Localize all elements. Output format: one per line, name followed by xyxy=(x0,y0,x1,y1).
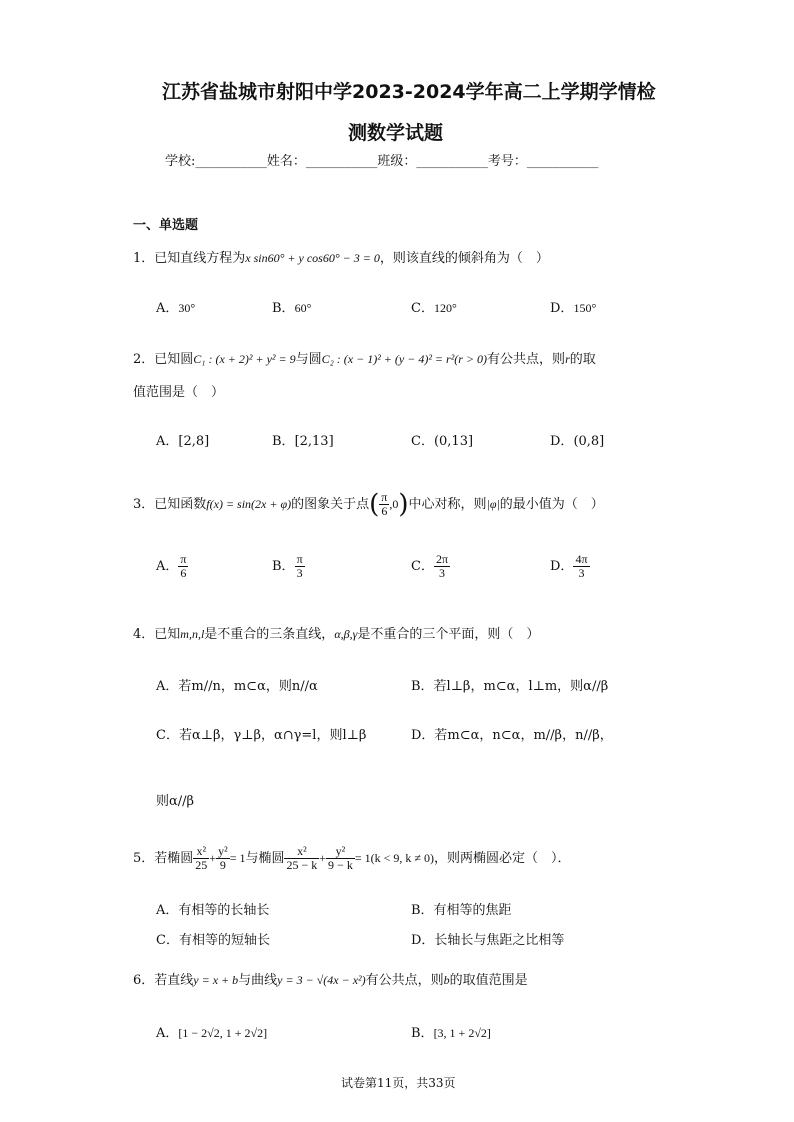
q4-text-post: 是不重合的三个平面，则（ ） xyxy=(357,627,540,642)
q2-option-c xyxy=(411,430,473,449)
q3-option-b-den: 3 xyxy=(296,566,303,581)
q4-option-d-continued: 则α//β xyxy=(156,794,195,809)
q3-option-a-den: 6 xyxy=(180,566,187,581)
q2-equation-1: C₁ : (x + 2)² + y² = 9 xyxy=(193,352,296,366)
q4-option-d: D．若m⊂α，n⊂α，m//β，n//β， xyxy=(411,728,613,743)
q3-text-mid2: 中心对称，则 xyxy=(408,497,487,512)
q6-text-mid: 与曲线 xyxy=(238,973,278,988)
page-title-line2: 测数学试题 xyxy=(348,122,444,144)
q2-option-a-label: A． xyxy=(156,434,179,449)
q5-e1-den2: 9 xyxy=(219,858,226,872)
q6-option-b xyxy=(411,1022,491,1041)
q4-vars-lines: m,n,l xyxy=(180,627,205,641)
q1-option-c-value: 120° xyxy=(433,301,457,315)
q3-text-pre: 已知函数 xyxy=(154,497,207,512)
q5-e1-rest: = 1 xyxy=(229,851,246,865)
q6-text-post1: 有公共点，则 xyxy=(365,973,444,988)
q3-equation: f(x) = sin(2x + φ) xyxy=(206,497,292,511)
q2-var-r: r xyxy=(565,352,570,366)
question-2 xyxy=(133,348,596,367)
q6-option-a xyxy=(156,1022,267,1041)
q2-option-b-label: B． xyxy=(272,434,295,449)
q3-option-d-den: 3 xyxy=(578,566,585,581)
q3-point-rest: ,0 xyxy=(389,497,399,511)
q3-paren-close: ) xyxy=(398,489,409,520)
q6-option-b-label: B． xyxy=(411,1026,434,1041)
q5-ellipse1-term2 xyxy=(216,845,230,872)
q2-text-pre: 已知圆 xyxy=(154,352,194,367)
q5-option-b: B．有相等的焦距 xyxy=(411,903,512,918)
q1-option-b-value: 60° xyxy=(294,301,312,315)
q3-option-d-label: D． xyxy=(550,559,574,575)
q1-option-d-label: D． xyxy=(550,301,574,316)
q3-number: 3． xyxy=(133,497,155,512)
q1-option-d-value: 150° xyxy=(573,301,597,315)
q2-option-d-value: (0,8] xyxy=(573,434,605,449)
q1-option-a xyxy=(156,297,195,316)
q2-line2: 值范围是（ ） xyxy=(133,385,225,400)
q2-option-d xyxy=(550,430,604,449)
q5-e2-den2: 9 − k xyxy=(328,858,353,872)
q6-equation-curve: y = 3 − √(4x − x²) xyxy=(277,973,366,987)
q2-option-c-label: C． xyxy=(411,434,434,449)
student-info-line: 学校:___________姓名：___________班级：___________考号：___________ xyxy=(165,154,599,169)
question-4 xyxy=(133,623,539,642)
section-title: 一、单选题 xyxy=(133,218,199,233)
q4-text-mid: 是不重合的三条直线， xyxy=(204,627,335,642)
q6-var-b: b xyxy=(443,973,450,987)
q2-text-post1: 有公共点，则 xyxy=(487,352,566,367)
q6-equation-line: y = x + b xyxy=(193,973,239,987)
q1-option-a-label: A． xyxy=(156,301,179,316)
q1-option-b xyxy=(272,297,311,316)
q5-e1-den1: 25 xyxy=(195,858,208,872)
q2-equation-2: C₂ : (x − 1)² + (y − 4)² = r²(r > 0) xyxy=(321,352,488,366)
question-1 xyxy=(133,247,549,266)
q2-text-mid: 与圆 xyxy=(295,352,322,367)
q5-e2-den1: 25 − k xyxy=(286,858,318,872)
q6-text-post2: 的取值范围是 xyxy=(449,973,528,988)
q4-option-a: A．若m//n，m⊂α，则n//α xyxy=(156,679,318,694)
q5-option-d: D．长轴长与焦距之比相等 xyxy=(411,933,565,948)
q3-option-d xyxy=(550,553,590,580)
q1-option-a-value: 30° xyxy=(178,301,196,315)
q5-ellipse2-term1 xyxy=(284,845,319,872)
q6-option-a-value: [1 − 2√2, 1 + 2√2] xyxy=(178,1026,268,1040)
q2-option-b xyxy=(272,430,334,449)
q3-option-c-den: 3 xyxy=(438,566,445,581)
q1-text-post: ，则该直线的倾斜角为（ ） xyxy=(379,251,549,266)
q3-option-c-label: C． xyxy=(411,559,434,575)
q2-number: 2． xyxy=(133,352,155,367)
q3-point-den: 6 xyxy=(381,504,388,518)
question-3 xyxy=(133,484,604,525)
q3-option-c-num: 2π xyxy=(435,552,449,566)
q5-text-post: ，则两椭圆必定（ ）． xyxy=(433,851,571,866)
q4-option-c: C．若α⊥β，γ⊥β，α∩γ=l，则l⊥β xyxy=(156,728,367,743)
q5-e1-num2: y² xyxy=(218,843,228,858)
q3-option-c xyxy=(411,553,450,580)
q1-number: 1． xyxy=(133,251,155,266)
question-6 xyxy=(133,969,528,988)
q1-equation: x sin60° + y cos60° − 3 = 0 xyxy=(245,251,380,265)
q3-point-fraction xyxy=(379,491,389,518)
q4-text-pre: 已知 xyxy=(154,627,181,642)
q3-option-a-label: A． xyxy=(156,559,179,575)
q2-option-d-label: D． xyxy=(550,434,574,449)
q5-text-pre: 若椭圆 xyxy=(154,851,194,866)
q3-text-post: 的最小值为（ ） xyxy=(499,497,604,512)
q1-text-pre: 已知直线方程为 xyxy=(154,251,246,266)
q1-option-b-label: B． xyxy=(272,301,295,316)
q6-option-a-label: A． xyxy=(156,1026,179,1041)
q4-number: 4． xyxy=(133,627,155,642)
q3-text-mid: 的图象关于点 xyxy=(291,497,370,512)
q5-option-c: C．有相等的短轴长 xyxy=(156,933,270,948)
q3-option-a-num: π xyxy=(180,552,187,566)
q6-option-b-value: [3, 1 + 2√2] xyxy=(433,1026,491,1040)
q3-option-b xyxy=(272,553,305,580)
q1-option-c xyxy=(411,297,457,316)
q1-option-c-label: C． xyxy=(411,301,434,316)
q5-e1-num1: x² xyxy=(193,845,209,859)
q3-option-c-fraction xyxy=(434,553,450,580)
page-footer: 试卷第11页，共33页 xyxy=(341,1076,456,1090)
q5-ellipse1-term1 xyxy=(193,845,209,872)
q3-paren-open: ( xyxy=(369,489,380,520)
q4-vars-planes: α,β,γ xyxy=(334,627,358,641)
q3-abs-phi: |φ| xyxy=(486,497,500,511)
q5-e2-num2: y² xyxy=(326,845,355,859)
q4-option-b: B．若l⊥β，m⊂α，l⊥m，则α//β xyxy=(411,679,609,694)
q1-option-d xyxy=(550,297,596,316)
q2-option-c-value: (0,13] xyxy=(433,434,474,449)
q5-e2-rest: = 1(k < 9, k ≠ 0) xyxy=(354,851,434,865)
q3-option-d-fraction xyxy=(573,553,589,580)
q5-e2-num1: x² xyxy=(284,845,319,859)
q5-number: 5． xyxy=(133,851,155,866)
q3-option-b-num: π xyxy=(296,552,303,566)
q2-option-b-value: [2,13] xyxy=(294,434,334,449)
q5-ellipse2-term2 xyxy=(326,845,355,872)
q3-option-b-label: B． xyxy=(272,559,295,575)
question-5: 5．若椭圆 $\frac{\text{x²}}{25}$ + $\frac{\text{y²}}{9}$ = 1与椭圆 $\frac{\text{x²}}{25 - k}$ + $\frac{\text{y²}}{9 - k}$ = 1(k < 9, k ≠ 0)，则两椭圆必定（ ）． xyxy=(133,843,571,872)
q3-option-a-fraction xyxy=(178,553,188,580)
q2-option-a xyxy=(156,430,209,449)
q3-option-b-fraction xyxy=(295,553,305,580)
q3-point-num: π xyxy=(381,489,388,504)
page-title-line1: 江苏省盐城市射阳中学2023-2024学年高二上学期学情检 xyxy=(162,81,656,103)
q2-option-a-value: [2,8] xyxy=(178,434,210,449)
q2-text-post2: 的取 xyxy=(569,352,596,367)
q6-number: 6． xyxy=(133,973,155,988)
q5-text-mid: 与椭圆 xyxy=(245,851,285,866)
q3-option-a xyxy=(156,553,188,580)
q3-option-d-num: 4π xyxy=(575,552,588,566)
q5-option-a: A．有相等的长轴长 xyxy=(156,903,270,918)
q6-text-pre: 若直线 xyxy=(154,973,194,988)
